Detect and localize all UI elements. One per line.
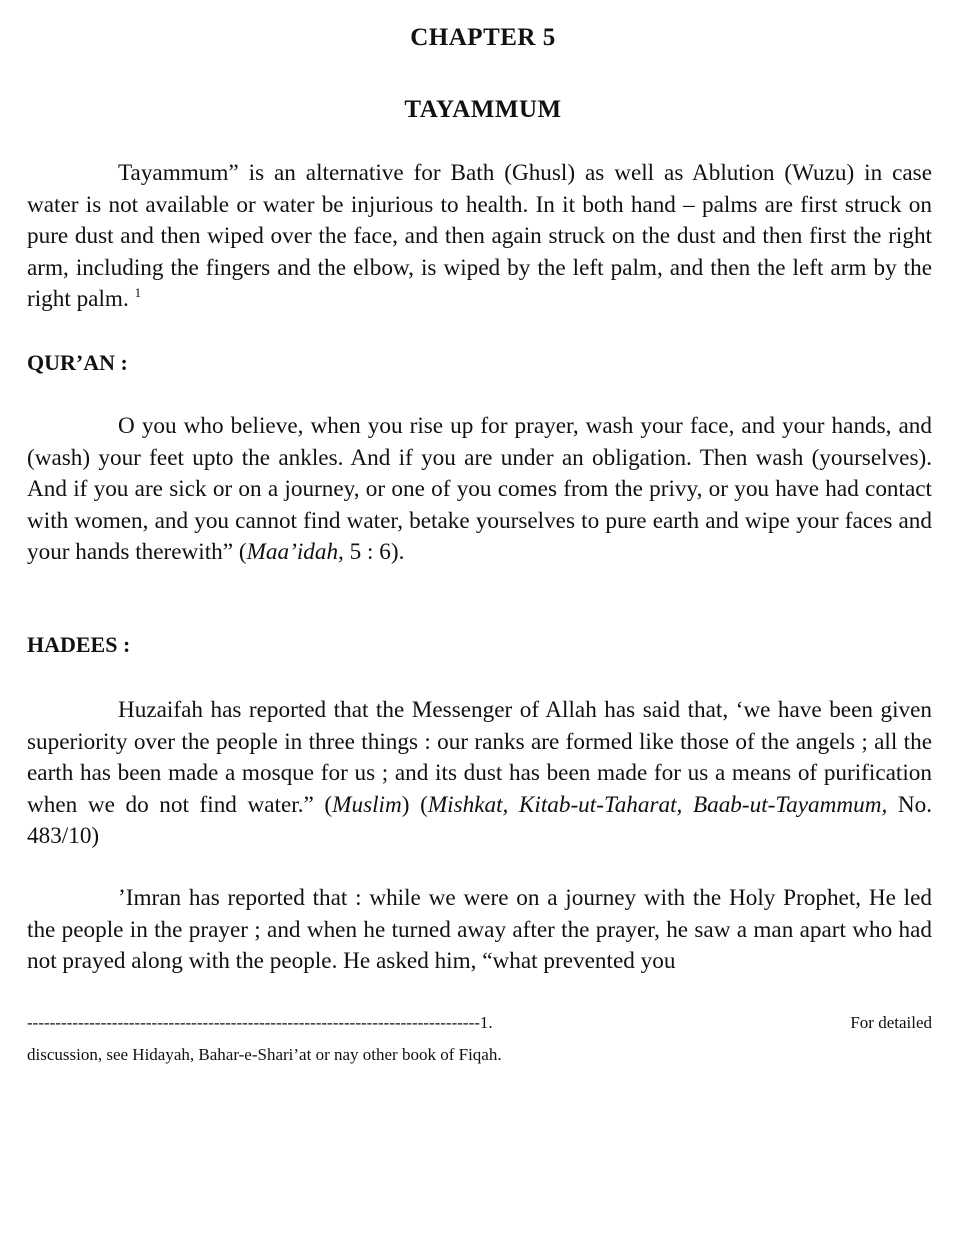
chapter-number: CHAPTER 5 [410,24,556,51]
footnote-lead: For detailed [850,1013,932,1032]
hadees-reference: (Mishkat, Kitab-ut-Taharat, Baab-ut-Tayammum, No. 483/10) [27,791,933,849]
footnote-rule-dashes: --------------------------------------------------------------------------------1. [27,1013,493,1032]
hadees-source: (Muslim) [313,791,410,818]
hadees-text-1: Huzaifah has reported that the Messenger of Allah has said that, ‘we have been given superiority over the people in three things : our ranks are formed like those of the angels ; all the earth has been made a mosque for us ; and its dust has been made for us a means of purification when we do not find water.” [27,697,932,818]
hadees-text-2: ’Imran has reported that : while we were on a journey with the Holy Prophet, He led the people in the prayer ; and when he turned away after the prayer, he saw a man apart who had not prayed along with the people. He asked him, “what prevented you [27,885,932,974]
quran-heading: QUR’AN : [27,350,128,375]
footnote-separator [27,1013,932,1033]
footnote-text: discussion, see Hidayah, Bahar-e-Shari’at or nay other book of Fiqah. [27,1045,502,1064]
intro-paragraph [27,158,932,316]
hadees-paragraph-1 [27,695,932,853]
quran-paragraph [27,411,932,569]
hadees-paragraph-2 [27,883,932,978]
intro-text: Tayammum” is an alternative for Bath (Ghusl) as well as Ablution (Wuzu) in case water is not available or water be injurious to health. In it both hand – palms are first struck on pure dust and then wiped over the face, and then again struck on the dust and then first the right arm, including the fingers and the elbow, is wiped by the left palm, and then the left arm by the right palm. [27,160,932,312]
footnote-reference[interactable]: 1 [134,285,142,300]
chapter-title: TAYAMMUM [404,96,562,123]
hadees-heading: HADEES : [27,632,131,657]
quran-text: O you who believe, when you rise up for prayer, wash your face, and your hands, and (wash) your feet upto the ankles. And if you are under an obligation. Then wash (yourselves). And if you are sick or on a journey, or one of you comes from the privy, or you have had contact with women, and you cannot find water, betake yourselves to pure earth and wipe your faces and your hands therewith” [27,413,932,565]
quran-citation: (Maa’idah, 5 : 6). [238,539,405,565]
